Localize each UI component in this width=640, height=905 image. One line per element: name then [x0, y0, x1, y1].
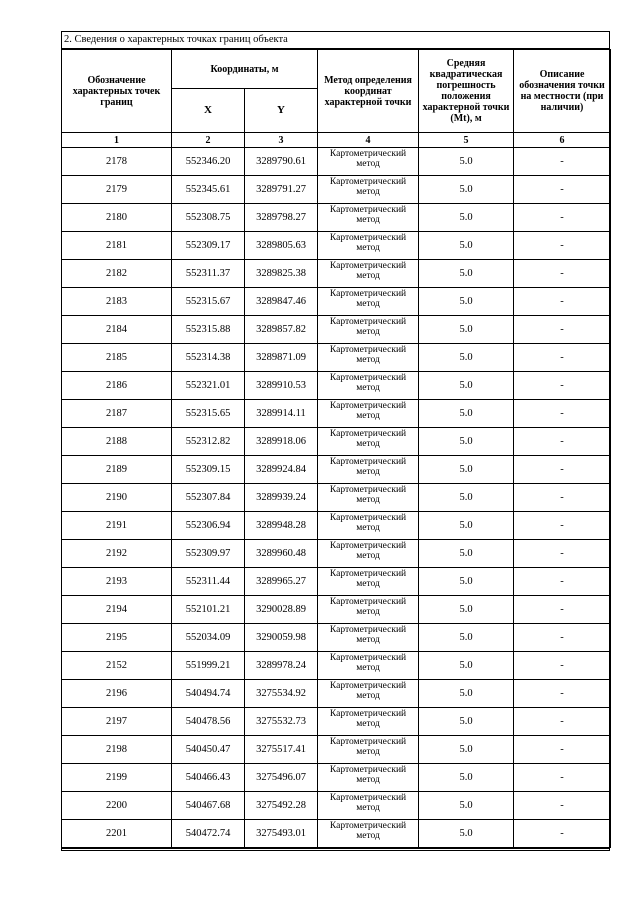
mean-error-cell: 5.0	[419, 400, 514, 428]
header-description: Описание обозначения точки на местности (при наличии)	[514, 50, 611, 133]
table-body	[62, 148, 611, 848]
description-cell: -	[514, 456, 611, 484]
table-row	[62, 568, 611, 596]
method-cell: Картометрический метод	[318, 372, 419, 400]
point-cell: 2180	[62, 204, 172, 232]
point-cell: 2198	[62, 736, 172, 764]
table-row	[62, 456, 611, 484]
mean-error-cell: 5.0	[419, 680, 514, 708]
table-row	[62, 400, 611, 428]
point-cell: 2199	[62, 764, 172, 792]
table-row	[62, 232, 611, 260]
mean-error-cell: 5.0	[419, 652, 514, 680]
method-cell: Картометрический метод	[318, 176, 419, 204]
description-cell: -	[514, 204, 611, 232]
x-coordinate-cell: 552309.17	[172, 232, 245, 260]
header-mean-error: Средняя квадратическая погрешность положения характерной точки (Mt), м	[419, 50, 514, 133]
point-cell: 2190	[62, 484, 172, 512]
mean-error-cell: 5.0	[419, 624, 514, 652]
table-row	[62, 484, 611, 512]
table-row	[62, 680, 611, 708]
mean-error-cell: 5.0	[419, 456, 514, 484]
y-coordinate-cell: 3289910.53	[245, 372, 318, 400]
point-cell: 2196	[62, 680, 172, 708]
description-cell: -	[514, 232, 611, 260]
point-cell: 2194	[62, 596, 172, 624]
point-cell: 2197	[62, 708, 172, 736]
description-cell: -	[514, 624, 611, 652]
description-cell: -	[514, 736, 611, 764]
x-coordinate-cell: 551999.21	[172, 652, 245, 680]
mean-error-cell: 5.0	[419, 148, 514, 176]
method-cell: Картометрический метод	[318, 260, 419, 288]
section-title: 2. Сведения о характерных точках границ объекта	[62, 32, 609, 49]
y-coordinate-cell: 3275534.92	[245, 680, 318, 708]
mean-error-cell: 5.0	[419, 428, 514, 456]
table-row	[62, 624, 611, 652]
y-coordinate-cell: 3275493.01	[245, 820, 318, 848]
table-row	[62, 652, 611, 680]
description-cell: -	[514, 288, 611, 316]
description-cell: -	[514, 484, 611, 512]
x-coordinate-cell: 552311.37	[172, 260, 245, 288]
x-coordinate-cell: 552101.21	[172, 596, 245, 624]
document-sheet	[61, 31, 610, 851]
characteristic-points-table	[61, 49, 611, 848]
y-coordinate-cell: 3289798.27	[245, 204, 318, 232]
description-cell: -	[514, 372, 611, 400]
description-cell: -	[514, 512, 611, 540]
mean-error-cell: 5.0	[419, 204, 514, 232]
header-y: Y	[245, 89, 318, 133]
mean-error-cell: 5.0	[419, 568, 514, 596]
point-cell: 2195	[62, 624, 172, 652]
point-cell: 2185	[62, 344, 172, 372]
table-row	[62, 372, 611, 400]
description-cell: -	[514, 260, 611, 288]
x-coordinate-cell: 552307.84	[172, 484, 245, 512]
mean-error-cell: 5.0	[419, 232, 514, 260]
y-coordinate-cell: 3290059.98	[245, 624, 318, 652]
point-cell: 2200	[62, 792, 172, 820]
table-row	[62, 176, 611, 204]
table-row	[62, 316, 611, 344]
x-coordinate-cell: 552314.38	[172, 344, 245, 372]
header-method: Метод определения координат характерной точки	[318, 50, 419, 133]
x-coordinate-cell: 552321.01	[172, 372, 245, 400]
description-cell: -	[514, 428, 611, 456]
y-coordinate-cell: 3289847.46	[245, 288, 318, 316]
y-coordinate-cell: 3275496.07	[245, 764, 318, 792]
y-coordinate-cell: 3275517.41	[245, 736, 318, 764]
method-cell: Картометрический метод	[318, 708, 419, 736]
description-cell: -	[514, 316, 611, 344]
method-cell: Картометрический метод	[318, 288, 419, 316]
y-coordinate-cell: 3289939.24	[245, 484, 318, 512]
point-cell: 2201	[62, 820, 172, 848]
y-coordinate-cell: 3289918.06	[245, 428, 318, 456]
description-cell: -	[514, 680, 611, 708]
point-cell: 2184	[62, 316, 172, 344]
y-coordinate-cell: 3289825.38	[245, 260, 318, 288]
x-coordinate-cell: 540494.74	[172, 680, 245, 708]
description-cell: -	[514, 344, 611, 372]
point-cell: 2189	[62, 456, 172, 484]
x-coordinate-cell: 540478.56	[172, 708, 245, 736]
description-cell: -	[514, 176, 611, 204]
method-cell: Картометрический метод	[318, 540, 419, 568]
x-coordinate-cell: 552311.44	[172, 568, 245, 596]
point-cell: 2187	[62, 400, 172, 428]
y-coordinate-cell: 3290028.89	[245, 596, 318, 624]
method-cell: Картометрический метод	[318, 512, 419, 540]
x-coordinate-cell: 540466.43	[172, 764, 245, 792]
table-row	[62, 540, 611, 568]
point-cell: 2191	[62, 512, 172, 540]
y-coordinate-cell: 3289948.28	[245, 512, 318, 540]
method-cell: Картометрический метод	[318, 568, 419, 596]
table-row	[62, 708, 611, 736]
method-cell: Картометрический метод	[318, 624, 419, 652]
description-cell: -	[514, 652, 611, 680]
table-footer-space	[62, 848, 609, 850]
method-cell: Картометрический метод	[318, 680, 419, 708]
point-cell: 2179	[62, 176, 172, 204]
y-coordinate-cell: 3289965.27	[245, 568, 318, 596]
x-coordinate-cell: 552315.67	[172, 288, 245, 316]
description-cell: -	[514, 820, 611, 848]
x-coordinate-cell: 552312.82	[172, 428, 245, 456]
method-cell: Картометрический метод	[318, 792, 419, 820]
y-coordinate-cell: 3289790.61	[245, 148, 318, 176]
point-cell: 2192	[62, 540, 172, 568]
method-cell: Картометрический метод	[318, 148, 419, 176]
mean-error-cell: 5.0	[419, 512, 514, 540]
point-cell: 2178	[62, 148, 172, 176]
column-number: 4	[318, 133, 419, 148]
method-cell: Картометрический метод	[318, 316, 419, 344]
table-row	[62, 428, 611, 456]
method-cell: Картометрический метод	[318, 484, 419, 512]
description-cell: -	[514, 792, 611, 820]
y-coordinate-cell: 3289914.11	[245, 400, 318, 428]
mean-error-cell: 5.0	[419, 316, 514, 344]
x-coordinate-cell: 552309.15	[172, 456, 245, 484]
table-row	[62, 148, 611, 176]
description-cell: -	[514, 568, 611, 596]
description-cell: -	[514, 708, 611, 736]
mean-error-cell: 5.0	[419, 260, 514, 288]
y-coordinate-cell: 3289805.63	[245, 232, 318, 260]
mean-error-cell: 5.0	[419, 764, 514, 792]
method-cell: Картометрический метод	[318, 736, 419, 764]
header-point-designation: Обозначение характерных точек границ	[62, 50, 172, 133]
mean-error-cell: 5.0	[419, 596, 514, 624]
y-coordinate-cell: 3289871.09	[245, 344, 318, 372]
mean-error-cell: 5.0	[419, 708, 514, 736]
point-cell: 2188	[62, 428, 172, 456]
header-x: X	[172, 89, 245, 133]
mean-error-cell: 5.0	[419, 540, 514, 568]
x-coordinate-cell: 552306.94	[172, 512, 245, 540]
description-cell: -	[514, 764, 611, 792]
point-cell: 2183	[62, 288, 172, 316]
point-cell: 2182	[62, 260, 172, 288]
x-coordinate-cell: 552345.61	[172, 176, 245, 204]
method-cell: Картометрический метод	[318, 428, 419, 456]
method-cell: Картометрический метод	[318, 344, 419, 372]
x-coordinate-cell: 552346.20	[172, 148, 245, 176]
column-number: 6	[514, 133, 611, 148]
column-number-row	[62, 133, 611, 148]
point-cell: 2152	[62, 652, 172, 680]
table-row	[62, 260, 611, 288]
mean-error-cell: 5.0	[419, 484, 514, 512]
method-cell: Картометрический метод	[318, 456, 419, 484]
column-number: 3	[245, 133, 318, 148]
y-coordinate-cell: 3289978.24	[245, 652, 318, 680]
description-cell: -	[514, 540, 611, 568]
header-coordinates: Координаты, м	[172, 50, 318, 89]
description-cell: -	[514, 596, 611, 624]
method-cell: Картометрический метод	[318, 204, 419, 232]
mean-error-cell: 5.0	[419, 372, 514, 400]
x-coordinate-cell: 552315.65	[172, 400, 245, 428]
table-row	[62, 764, 611, 792]
mean-error-cell: 5.0	[419, 344, 514, 372]
method-cell: Картометрический метод	[318, 764, 419, 792]
y-coordinate-cell: 3275492.28	[245, 792, 318, 820]
y-coordinate-cell: 3289857.82	[245, 316, 318, 344]
table-row	[62, 344, 611, 372]
header-row-top	[62, 50, 611, 89]
mean-error-cell: 5.0	[419, 736, 514, 764]
table-row	[62, 792, 611, 820]
table-row	[62, 288, 611, 316]
method-cell: Картометрический метод	[318, 652, 419, 680]
x-coordinate-cell: 540472.74	[172, 820, 245, 848]
table-row	[62, 736, 611, 764]
method-cell: Картометрический метод	[318, 232, 419, 260]
method-cell: Картометрический метод	[318, 820, 419, 848]
mean-error-cell: 5.0	[419, 288, 514, 316]
mean-error-cell: 5.0	[419, 792, 514, 820]
x-coordinate-cell: 540467.68	[172, 792, 245, 820]
y-coordinate-cell: 3289924.84	[245, 456, 318, 484]
description-cell: -	[514, 148, 611, 176]
description-cell: -	[514, 400, 611, 428]
column-number: 5	[419, 133, 514, 148]
point-cell: 2181	[62, 232, 172, 260]
table-row	[62, 512, 611, 540]
table-row	[62, 204, 611, 232]
table-row	[62, 820, 611, 848]
column-number: 2	[172, 133, 245, 148]
method-cell: Картометрический метод	[318, 400, 419, 428]
x-coordinate-cell: 552309.97	[172, 540, 245, 568]
y-coordinate-cell: 3289791.27	[245, 176, 318, 204]
x-coordinate-cell: 552308.75	[172, 204, 245, 232]
x-coordinate-cell: 540450.47	[172, 736, 245, 764]
mean-error-cell: 5.0	[419, 820, 514, 848]
x-coordinate-cell: 552315.88	[172, 316, 245, 344]
point-cell: 2193	[62, 568, 172, 596]
method-cell: Картометрический метод	[318, 596, 419, 624]
column-number: 1	[62, 133, 172, 148]
y-coordinate-cell: 3289960.48	[245, 540, 318, 568]
y-coordinate-cell: 3275532.73	[245, 708, 318, 736]
table-row	[62, 596, 611, 624]
x-coordinate-cell: 552034.09	[172, 624, 245, 652]
mean-error-cell: 5.0	[419, 176, 514, 204]
point-cell: 2186	[62, 372, 172, 400]
